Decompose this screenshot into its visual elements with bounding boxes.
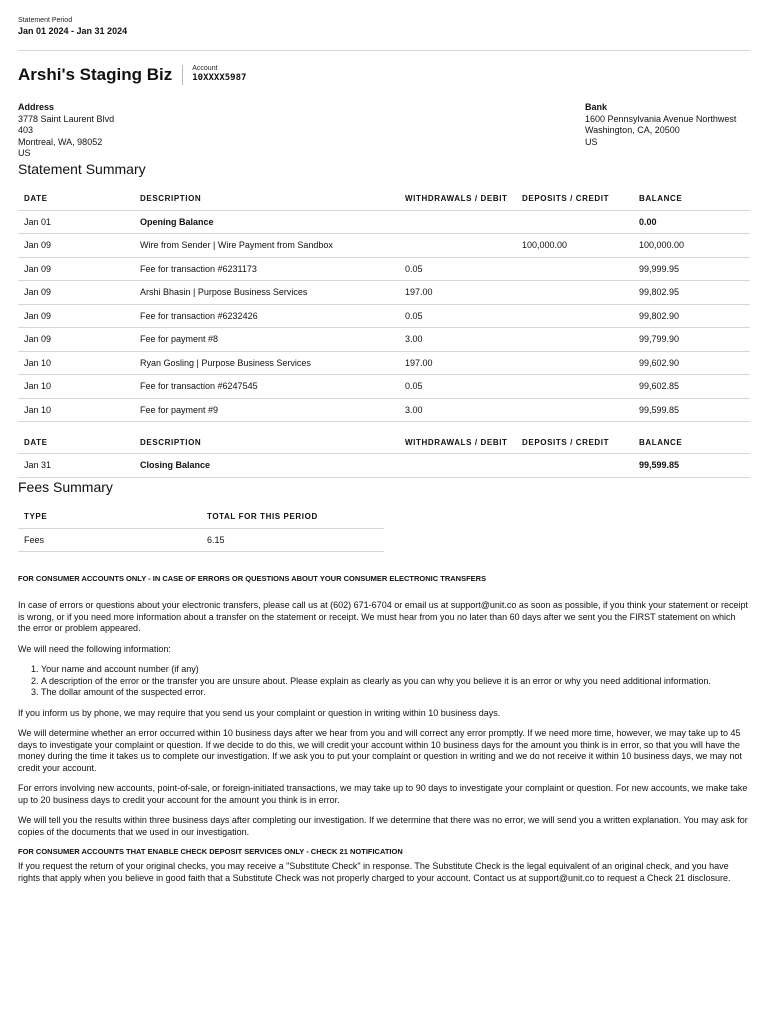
- cell-credit: [516, 257, 633, 281]
- cell-credit: [516, 281, 633, 305]
- cell-date: Jan 31: [18, 454, 134, 478]
- cell-balance: 99,802.95: [633, 281, 750, 305]
- statement-summary-title: Statement Summary: [18, 160, 146, 177]
- required-information-list: [18, 664, 750, 699]
- address-line: 3778 Saint Laurent Blvd: [18, 113, 115, 124]
- header-divider: [18, 50, 750, 51]
- cell-debit: 0.05: [399, 257, 516, 281]
- cell-debit: [399, 210, 516, 234]
- address-line: Montreal, WA, 98052: [18, 136, 103, 147]
- cell-credit: [516, 375, 633, 399]
- cell-date: Jan 09: [18, 328, 134, 352]
- fee-type: Fees: [18, 528, 201, 552]
- cell-credit: [516, 304, 633, 328]
- column-header-description: DESCRIPTION: [134, 188, 399, 211]
- table-row: [18, 454, 750, 478]
- cell-debit: 0.05: [399, 375, 516, 399]
- bank-address-line: 1600 Pennsylvania Avenue Northwest: [585, 113, 737, 124]
- account-label: Account: [192, 65, 218, 72]
- bank-heading: Bank: [585, 102, 608, 112]
- table-row: [18, 351, 750, 375]
- cell-date: Jan 09: [18, 281, 134, 305]
- cell-date: Jan 09: [18, 304, 134, 328]
- column-header-balance: BALANCE: [633, 431, 750, 454]
- disclosure-paragraph: For errors involving new accounts, point-of-sale, or foreign-initiated transactions, we may take up to 90 days to investigate your complaint or question. For new accounts, we make take up to 20 business days to credit your account for the amount you think is in error.: [18, 783, 748, 805]
- table-row: [18, 375, 750, 399]
- statement-period-label: Statement Period: [18, 17, 73, 24]
- cell-date: Jan 10: [18, 398, 134, 422]
- cell-debit: [399, 234, 516, 258]
- fees-header-row: [18, 506, 384, 529]
- cell-date: Jan 10: [18, 351, 134, 375]
- cell-balance: 99,999.95: [633, 257, 750, 281]
- business-name: Arshi's Staging Biz: [18, 65, 173, 84]
- cell-balance: 99,602.85: [633, 375, 750, 399]
- customer-address: [18, 102, 114, 160]
- cell-debit: 197.00: [399, 281, 516, 305]
- cell-balance: 99,599.85: [633, 454, 750, 478]
- cell-date: Jan 09: [18, 234, 134, 258]
- cell-description: Fee for transaction #6247545: [134, 375, 399, 399]
- cell-balance: 99,602.90: [633, 351, 750, 375]
- column-header-credit: DEPOSITS / CREDIT: [516, 188, 633, 211]
- fees-summary-title: Fees Summary: [18, 478, 113, 495]
- cell-description: Arshi Bhasin | Purpose Business Services: [134, 281, 399, 305]
- account-number: 10XXXX5987: [192, 73, 247, 83]
- cell-credit: [516, 398, 633, 422]
- table-row: [18, 234, 750, 258]
- cell-description: Fee for payment #9: [134, 398, 399, 422]
- address-heading: Address: [18, 102, 55, 112]
- closing-balance-table: [18, 431, 750, 478]
- cell-debit: [399, 454, 516, 478]
- column-header-type: TYPE: [18, 506, 201, 529]
- list-item: 3. The dollar amount of the suspected error.: [41, 687, 750, 699]
- cell-balance: 99,599.85: [633, 398, 750, 422]
- closing-header-row: [18, 431, 750, 454]
- table-row: [18, 398, 750, 422]
- cell-debit: 3.00: [399, 398, 516, 422]
- column-header-total: TOTAL FOR THIS PERIOD: [201, 506, 384, 529]
- list-item: 2. A description of the error or the transfer you are unsure about. Please explain as clearly as you can why you believe it is an error or why you need additional information.: [41, 676, 750, 688]
- business-header: [18, 64, 750, 86]
- disclosure-paragraph: We will determine whether an error occurred within 10 business days after we hear from you and will correct any error promptly. If we need more time, however, we may take up to 45 days to investigate your complaint or question. If we decide to do this, we will credit your account within 10 business days for the amount you think is in error, so that you will have the money during the time it takes us to complete our investigation. If we ask you to put your complaint or question in writing and we do not receive it within 10 business days, we may not credit your account.: [18, 728, 742, 773]
- column-header-debit: WITHDRAWALS / DEBIT: [399, 188, 516, 211]
- column-header-balance: BALANCE: [633, 188, 750, 211]
- disclosure-paragraph: If you inform us by phone, we may require that you send us your complaint or question in writing within 10 business days.: [18, 707, 501, 718]
- closing-rows: [18, 454, 750, 478]
- cell-date: Jan 09: [18, 257, 134, 281]
- cell-description: Ryan Gosling | Purpose Business Services: [134, 351, 399, 375]
- fee-total: 6.15: [201, 528, 384, 552]
- cell-debit: 0.05: [399, 304, 516, 328]
- cell-credit: [516, 328, 633, 352]
- disclosure-paragraph: If you request the return of your original checks, you may receive a "Substitute Check" in response. The Substitute Check is the legal equivalent of an original check, and you have rights that apply when you believe in good faith that a Substitute Check was not properly charged to your account. Contact us at support@unit.co to request a Check 21 disclosure.: [18, 861, 731, 883]
- cell-credit: [516, 351, 633, 375]
- disclosure-section: [18, 574, 750, 884]
- cell-description: Fee for payment #8: [134, 328, 399, 352]
- bank-address-line: Washington, CA, 20500: [585, 125, 680, 135]
- address-row: [18, 102, 750, 160]
- cell-credit: [516, 454, 633, 478]
- column-header-description: DESCRIPTION: [134, 431, 399, 454]
- address-line: 403: [18, 125, 34, 135]
- cell-balance: 99,802.90: [633, 304, 750, 328]
- cell-balance: 100,000.00: [633, 234, 750, 258]
- table-row: [18, 328, 750, 352]
- cell-description: Wire from Sender | Wire Payment from Sandbox: [134, 234, 399, 258]
- cell-description: Fee for transaction #6231173: [134, 257, 399, 281]
- column-header-credit: DEPOSITS / CREDIT: [516, 431, 633, 454]
- disclosure-paragraph: In case of errors or questions about your electronic transfers, please call us at (602) 671-6704 or email us at support@unit.co as soon as possible, if you think your statement or receipt is wrong, or if you need more information about a transfer on the statement or receipt. We must hear from you no later than 60 days after we sent you the FIRST statement on which the error or problem appeared.: [18, 600, 749, 633]
- statement-summary-table: [18, 188, 750, 423]
- column-header-date: DATE: [18, 188, 134, 211]
- cell-debit: 3.00: [399, 328, 516, 352]
- table-row: [18, 210, 750, 234]
- disclosure-heading-check21: FOR CONSUMER ACCOUNTS THAT ENABLE CHECK DEPOSIT SERVICES ONLY - CHECK 21 NOTIFICATION: [18, 847, 403, 856]
- statement-period-value: Jan 01 2024 - Jan 31 2024: [18, 26, 128, 36]
- cell-credit: 100,000.00: [516, 234, 633, 258]
- cell-date: Jan 10: [18, 375, 134, 399]
- fees-summary-table: [18, 506, 384, 553]
- cell-date: Jan 01: [18, 210, 134, 234]
- bank-address: [585, 102, 750, 160]
- bank-address-line: US: [585, 136, 598, 147]
- cell-balance: 0.00: [633, 210, 750, 234]
- list-item: 1. Your name and account number (if any): [41, 664, 750, 676]
- cell-description: Fee for transaction #6232426: [134, 304, 399, 328]
- table-row: [18, 304, 750, 328]
- fees-row: [18, 528, 384, 552]
- table-row: [18, 281, 750, 305]
- cell-description: Opening Balance: [134, 210, 399, 234]
- summary-header-row: [18, 188, 750, 211]
- cell-balance: 99,799.90: [633, 328, 750, 352]
- column-header-date: DATE: [18, 431, 134, 454]
- cell-description: Closing Balance: [134, 454, 399, 478]
- column-header-debit: WITHDRAWALS / DEBIT: [399, 431, 516, 454]
- address-line: US: [18, 148, 31, 158]
- cell-debit: 197.00: [399, 351, 516, 375]
- statement-period: [18, 16, 750, 37]
- cell-credit: [516, 210, 633, 234]
- disclosure-paragraph: We will tell you the results within three business days after completing our investigation. If we determine that there was no error, we will send you a written explanation. You may ask for copies of the documents that we used in our investigation.: [18, 815, 748, 837]
- table-row: [18, 257, 750, 281]
- summary-rows: [18, 210, 750, 422]
- disclosure-paragraph: We will need the following information:: [18, 643, 171, 654]
- disclosure-heading-electronic-transfers: FOR CONSUMER ACCOUNTS ONLY - IN CASE OF ERRORS OR QUESTIONS ABOUT YOUR CONSUMER ELECTRONIC TRANSFERS: [18, 574, 487, 583]
- account-block: [182, 65, 246, 85]
